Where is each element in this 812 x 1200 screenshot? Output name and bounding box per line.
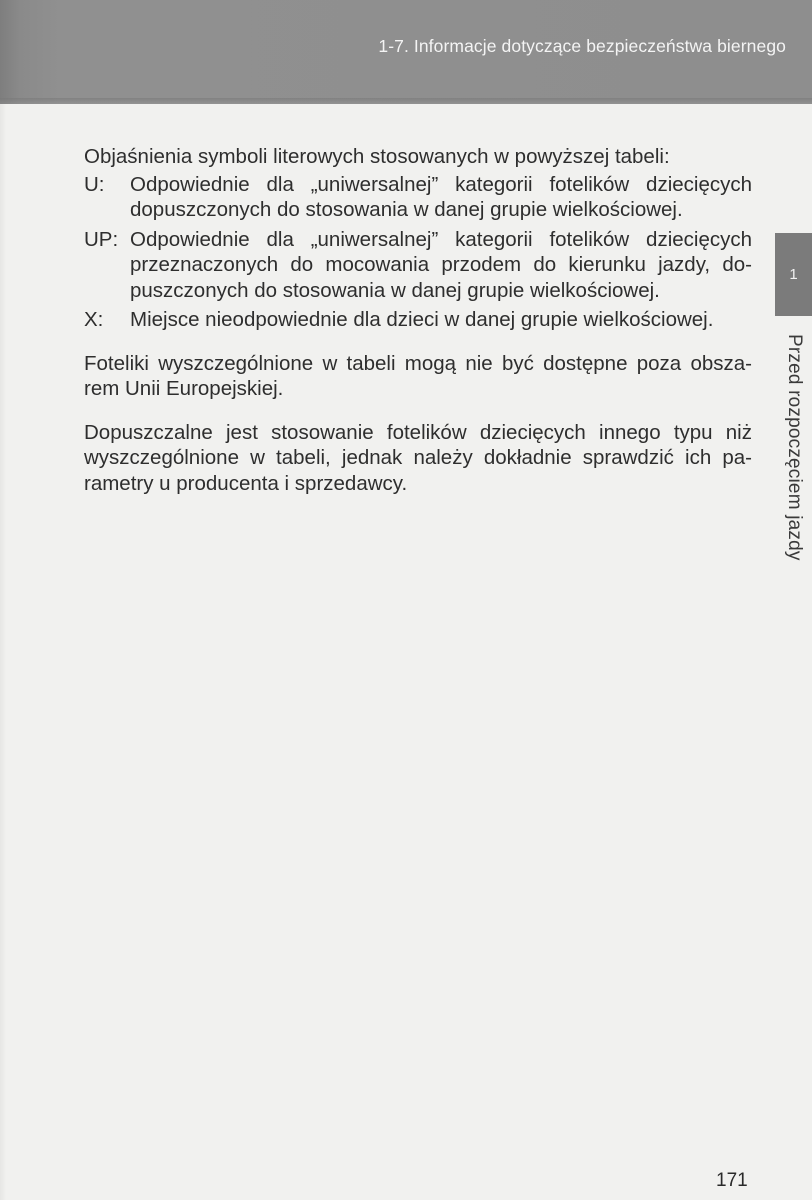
availability-note: Foteliki wyszczególnione w tabeli mogą nie być dostępne poza obsza-rem Unii Europejskiej. — [84, 351, 752, 400]
definition-term: U: — [84, 172, 105, 196]
section-title: 1-7. Informacje dotyczące bezpieczeństwa biernego — [378, 36, 786, 56]
definition-item — [84, 172, 752, 223]
page-edge-shadow — [0, 104, 6, 1200]
main-content — [84, 144, 752, 496]
chapter-side-label: Przed rozpoczęciem jazdy — [784, 334, 805, 561]
definition-term: UP: — [84, 227, 119, 251]
definition-description: Odpowiednie dla „uniwersalnej” kategorii fotelików dziecięcych dopuszczonych do stosowania w danej grupie wielkościowej. — [130, 172, 752, 221]
definition-description: Odpowiednie dla „uniwersalnej” kategorii fotelików dziecięcych przeznaczonych do mocowania przodem do kierunku jazdy, do-puszczonych do stosowania w danej grupie wielkościowej. — [130, 227, 752, 302]
definition-term: X: — [84, 308, 104, 331]
chapter-number: 1 — [789, 266, 798, 283]
symbol-definitions — [84, 172, 752, 333]
page-number: 171 — [716, 1170, 748, 1191]
definition-description: Miejsce nieodpowiednie dla dzieci w danej grupie wielkościowej. — [130, 308, 714, 331]
definition-item — [84, 307, 752, 333]
compatibility-note: Dopuszczalne jest stosowanie fotelików dziecięcych innego typu niż wyszczególnione w tabeli, jednak należy dokładnie sprawdzić ich pa-rametry u producenta i sprzedawcy. — [84, 420, 752, 495]
chapter-tab — [775, 233, 812, 316]
definition-item — [84, 227, 752, 304]
legend-intro: Objaśnienia symboli literowych stosowanych w powyższej tabeli: — [84, 145, 670, 168]
section-header — [0, 0, 812, 104]
